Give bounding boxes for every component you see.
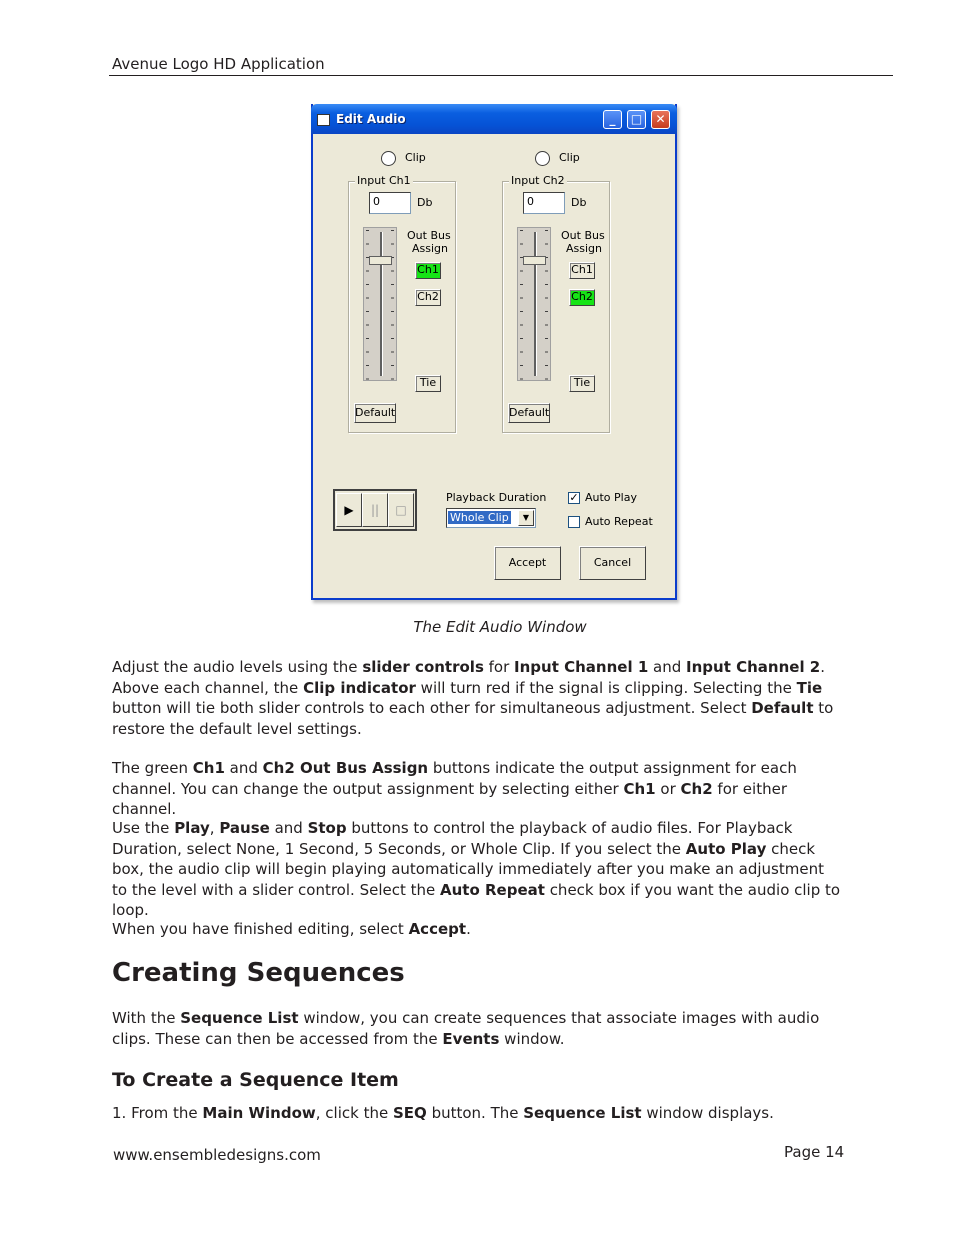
db-input-ch1[interactable]: 0 xyxy=(369,192,411,214)
db-unit-ch1: Db xyxy=(417,196,433,209)
text-run: for xyxy=(483,658,515,676)
auto-repeat-checkbox[interactable] xyxy=(568,516,580,528)
step-1 xyxy=(112,1103,842,1124)
text-run: , xyxy=(209,819,220,837)
input-ch2-label: Input Ch2 xyxy=(511,174,565,187)
text-run: window displays. xyxy=(641,1104,774,1122)
bold-term: Sequence List xyxy=(180,1009,299,1027)
bold-term: Main Window xyxy=(202,1104,316,1122)
db-input-ch2[interactable]: 0 xyxy=(523,192,565,214)
page-number: Page 14 xyxy=(784,1143,845,1161)
maximize-button[interactable]: □ xyxy=(627,110,646,129)
bold-term: Auto Play xyxy=(685,839,767,858)
auto-play-label: Auto Play xyxy=(585,491,637,504)
window-title: Edit Audio xyxy=(336,112,406,126)
text-run: for either channel. xyxy=(112,779,787,819)
text-run: buttons to control the playback of audio files. For Playback Duration, select None, 1 Second, 5 Seconds, or Whole Clip. If you select the xyxy=(112,819,793,858)
text-run: buttons indicate the output assignment for each channel. You can change the output assignment by selecting either xyxy=(112,759,797,798)
text-run: Use the xyxy=(112,819,175,837)
bold-term: Default xyxy=(751,699,814,718)
heading-create-sequence-item: To Create a Sequence Item xyxy=(112,1069,399,1091)
bold-term: Clip indicator xyxy=(303,678,416,697)
slider-thumb-ch1[interactable] xyxy=(369,256,392,265)
window-icon xyxy=(317,114,330,126)
text-run: check box if you want the audio clip to loop. xyxy=(112,880,841,920)
heading-creating-sequences: Creating Sequences xyxy=(112,958,405,988)
bold-term: Accept xyxy=(408,920,467,938)
playback-duration-label: Playback Duration xyxy=(446,491,547,504)
clip-label-ch2: Clip xyxy=(559,151,580,164)
figure-caption: The Edit Audio Window xyxy=(413,618,587,636)
level-slider-ch1[interactable] xyxy=(363,227,397,381)
assign-label-ch2: Assign xyxy=(566,242,602,255)
text-run: or xyxy=(655,779,681,798)
bold-term: Ch1 xyxy=(623,779,656,798)
out-bus-label-ch1: Out Bus xyxy=(407,229,451,242)
text-run: will turn red if the signal is clipping. Selecting the xyxy=(415,678,797,697)
input-ch1-label: Input Ch1 xyxy=(357,174,411,187)
accept-button[interactable]: Accept xyxy=(494,546,561,580)
slider-ticks-left xyxy=(366,230,369,380)
input-ch2-group xyxy=(502,174,610,433)
tie-button-ch2[interactable]: Tie xyxy=(569,375,595,392)
text-run: window. xyxy=(499,1029,565,1048)
bold-term: Ch1 xyxy=(192,759,225,777)
text-run: button will tie both slider controls to each other for simultaneous adjustment. Select xyxy=(112,699,752,718)
bold-term: Play xyxy=(174,819,210,837)
level-slider-ch2[interactable] xyxy=(517,227,551,381)
paragraph-playback xyxy=(112,818,842,921)
clip-indicator-ch1 xyxy=(381,151,396,166)
bold-term: Ch2 xyxy=(680,779,713,798)
slider-thumb-ch2[interactable] xyxy=(523,256,546,265)
text-run: to restore the default level settings. xyxy=(112,699,834,738)
bold-term: Auto Repeat xyxy=(440,880,545,899)
pause-button[interactable]: || xyxy=(362,493,388,527)
paragraph-sequence-list xyxy=(112,1008,842,1049)
text-run: When you have finished editing, select xyxy=(112,920,409,938)
header-rule xyxy=(109,75,893,76)
out-bus-label-ch2: Out Bus xyxy=(561,229,605,242)
slider-rail xyxy=(380,232,383,376)
cancel-button[interactable]: Cancel xyxy=(579,546,646,580)
slider-ticks-left xyxy=(520,230,523,380)
paragraph-adjust-levels xyxy=(112,657,842,739)
playback-duration-value: Whole Clip xyxy=(450,511,509,524)
paragraph-accept xyxy=(112,919,842,940)
stop-button[interactable]: □ xyxy=(388,493,414,527)
assign-label-ch1: Assign xyxy=(412,242,448,255)
slider-rail xyxy=(534,232,537,376)
bold-term: Ch2 Out Bus Assign xyxy=(262,759,429,777)
auto-repeat-label: Auto Repeat xyxy=(585,515,653,528)
minimize-button[interactable]: _ xyxy=(603,110,622,129)
text-run: check box, the audio clip will begin playing automatically immediately after you make an adjustment to the level with a slider control. Select the xyxy=(112,839,824,899)
bold-term: Sequence List xyxy=(523,1104,642,1122)
paragraph-out-bus xyxy=(112,758,842,820)
text-run: . xyxy=(466,920,471,938)
clip-label-ch1: Clip xyxy=(405,151,426,164)
ch2-out-bus-ch2-button[interactable]: Ch2 xyxy=(569,289,595,306)
text-run: Adjust the audio levels using the xyxy=(112,658,363,676)
play-button[interactable]: ▶ xyxy=(336,493,362,527)
title-bar[interactable] xyxy=(311,104,677,134)
bold-term: Tie xyxy=(796,678,823,697)
slider-ticks-right xyxy=(391,230,394,380)
ch2-out-bus-ch1-button[interactable]: Ch1 xyxy=(569,262,595,279)
edit-audio-window xyxy=(311,104,677,600)
db-unit-ch2: Db xyxy=(571,196,587,209)
text-run: and xyxy=(224,759,263,777)
text-run: 1. From the xyxy=(112,1104,203,1122)
footer-url[interactable]: www.ensembledesigns.com xyxy=(113,1146,321,1164)
slider-ticks-right xyxy=(545,230,548,380)
bold-term: Input Channel 2 xyxy=(686,658,821,676)
text-run: With the xyxy=(112,1009,181,1027)
text-run: window, you can create sequences that associate images with audio clips. These can then be accessed from the xyxy=(112,1009,820,1048)
tie-button-ch1[interactable]: Tie xyxy=(415,375,441,392)
auto-play-checkbox[interactable]: ✓ xyxy=(569,491,579,504)
playback-duration-select[interactable] xyxy=(446,508,536,528)
bold-term: Events xyxy=(442,1029,500,1048)
bold-term: slider controls xyxy=(362,658,484,676)
bold-term: Stop xyxy=(307,819,347,837)
close-button[interactable]: ✕ xyxy=(651,110,670,129)
default-button-ch1[interactable]: Default xyxy=(354,403,396,423)
text-run: The green xyxy=(112,759,193,777)
ch1-out-bus-ch2-button[interactable]: Ch2 xyxy=(415,289,441,306)
text-run: and xyxy=(648,658,687,676)
text-run: and xyxy=(269,819,308,837)
bold-term: Input Channel 1 xyxy=(514,658,649,676)
text-run: , click the xyxy=(315,1104,393,1122)
text-run: . Above each channel, the xyxy=(112,658,826,697)
running-header: Avenue Logo HD Application xyxy=(112,55,325,73)
text-run: button. The xyxy=(426,1104,524,1122)
bold-term: Pause xyxy=(219,819,270,837)
bold-term: SEQ xyxy=(392,1104,427,1122)
input-ch1-group xyxy=(348,174,456,433)
clip-indicator-ch2 xyxy=(535,151,550,166)
ch1-out-bus-ch1-button[interactable]: Ch1 xyxy=(415,262,441,279)
default-button-ch2[interactable]: Default xyxy=(508,403,550,423)
transport-controls xyxy=(333,489,417,531)
dropdown-arrow-icon[interactable]: ▼ xyxy=(518,510,534,526)
